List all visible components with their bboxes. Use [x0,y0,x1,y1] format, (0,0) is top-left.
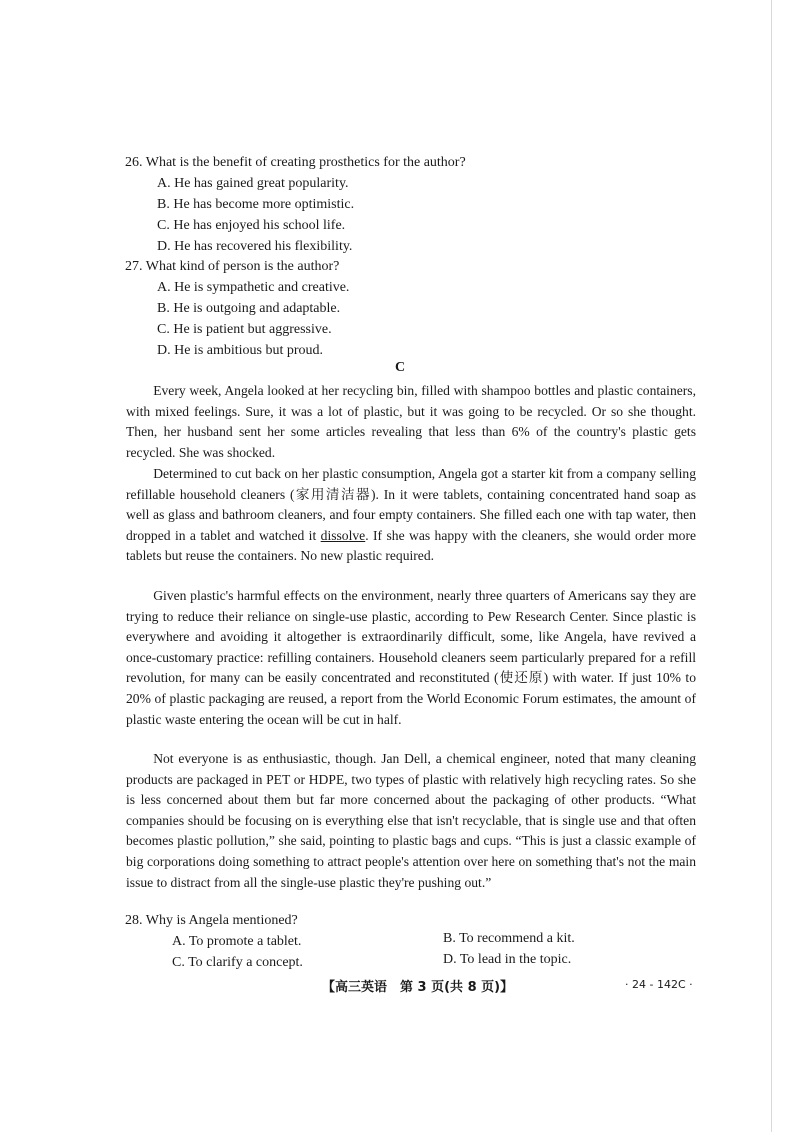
paragraph-2-text-b: . If she was happy with the cleaners, she would order more tablets but reuse the containers. No new plastic required. [126,527,697,564]
exam-code: · 24 - 142C · [625,978,693,991]
q27-stem: 27. What kind of person is the author? [125,259,340,274]
q28-option-b: B. To recommend a kit. [443,931,575,946]
q26-option-b: B. He has become more optimistic. [157,197,355,212]
paragraph-3: Given plastic's harmful effects on the environment, nearly three quarters of Americans say they are trying to reduce their reliance on single-use plastic, according to Pew Research Center. Since plastic is everywhere and avoiding it altogether is extraordinarily difficult, some, like Angela, have revived a once-customary practice: refilling containers. Household cleaners seem particularly prepared for a refill revolution, for many can be easily concentrated and reconstituted (使还原) with water. If just 10% to 20% of plastic packaging are reused, a report from the World Economic Forum estimates, the amount of plastic waste entering the ocean will be cut in half. [126,588,696,727]
paragraph-2-text-a: Determined to cut back on her plastic consumption, Angela got a starter kit from a company selling refillable household cleaners (家用清洁器). In it were tablets, containing concentrated hand soap as well as glass and bathroom cleaners, and four empty containers. She filled each one with tap water, then dropped in a tablet and watched it [126,466,696,543]
paragraph-4: Not everyone is as enthusiastic, though. Jan Dell, a chemical engineer, noted that many cleaning products are packaged in PET or HDPE, two types of plastic with relatively high recycling rates. So she is less concerned about them but far more concerned about the packaging of other products. “What companies should be focusing on is everything else that isn't recyclable, that is single use and that often becomes plastic pollution,” she said, pointing to plastic bags and cups. “This is just a classic example of big corporations doing something to attract people's attention over here on something that's not the main issue to distract from all the single-use plastic they're pushing out.” [126,751,696,890]
q27-option-a: A. He is sympathetic and creative. [157,280,350,295]
q28-option-c: C. To clarify a concept. [172,955,303,970]
section-heading: C [394,360,406,375]
q28-option-d: D. To lead in the topic. [443,952,572,967]
q28-stem: 28. Why is Angela mentioned? [125,913,298,928]
underlined-word: dissolve [320,527,366,543]
paragraph-2 [126,464,696,567]
q27-option-d: D. He is ambitious but proud. [157,343,324,358]
q26-stem: 26. What is the benefit of creating prosthetics for the author? [125,155,466,170]
q27-option-c: C. He is patient but aggressive. [157,322,332,337]
q26-option-c: C. He has enjoyed his school life. [157,218,346,233]
page-edge [771,0,772,1132]
q26-option-d: D. He has recovered his flexibility. [157,239,353,254]
paragraph-1: Every week, Angela looked at her recycling bin, filled with shampoo bottles and plastic containers, with mixed feelings. Sure, it was a lot of plastic, but it was going to be recycled. Or so she thought. Then, her husband sent her some articles revealing that less than 6% of the country's plastic gets recycled. She was shocked. [126,383,696,460]
q28-option-a: A. To promote a tablet. [172,934,302,949]
q27-option-b: B. He is outgoing and adaptable. [157,301,341,316]
q26-option-a: A. He has gained great popularity. [157,176,349,191]
page-number-label: 【高三英语 第 3 页(共 8 页)】 [322,980,514,995]
